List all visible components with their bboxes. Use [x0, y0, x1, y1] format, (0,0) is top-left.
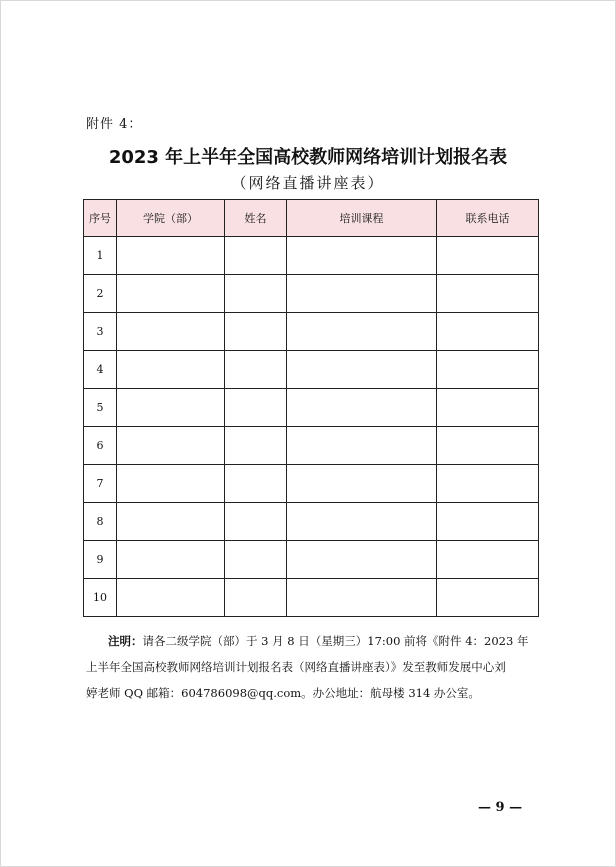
- note-line-2: 上半年全国高校教师网络培训计划报名表（网络直播讲座表）》发至教师发展中心刘: [86, 660, 506, 674]
- phone-cell: [437, 237, 539, 275]
- row-index: 3: [84, 313, 117, 351]
- college-cell: [117, 351, 225, 389]
- name-cell: [225, 237, 287, 275]
- name-cell: [225, 465, 287, 503]
- phone-cell: [437, 389, 539, 427]
- course-cell: [287, 351, 437, 389]
- table-row: [84, 427, 539, 465]
- table-row: [84, 237, 539, 275]
- row-index: 1: [84, 237, 117, 275]
- college-cell: [117, 313, 225, 351]
- course-cell: [287, 465, 437, 503]
- phone-cell: [437, 579, 539, 617]
- name-cell: [225, 351, 287, 389]
- name-cell: [225, 579, 287, 617]
- table-row: [84, 541, 539, 579]
- row-index: 9: [84, 541, 117, 579]
- row-index: 10: [84, 579, 117, 617]
- phone-cell: [437, 275, 539, 313]
- college-cell: [117, 427, 225, 465]
- page-number: — 9 —: [478, 800, 523, 815]
- registration-table: [83, 199, 539, 617]
- document-subtitle: （网络直播讲座表）: [231, 174, 385, 192]
- phone-cell: [437, 351, 539, 389]
- course-cell: [287, 313, 437, 351]
- name-cell: [225, 541, 287, 579]
- row-index: 8: [84, 503, 117, 541]
- name-cell: [225, 313, 287, 351]
- header-college: 学院（部）: [117, 200, 225, 237]
- attachment-label: 附件 4：: [86, 117, 143, 132]
- course-cell: [287, 427, 437, 465]
- college-cell: [117, 275, 225, 313]
- table-row: [84, 389, 539, 427]
- table-row: [84, 465, 539, 503]
- header-course: 培训课程: [287, 200, 437, 237]
- table-row: [84, 579, 539, 617]
- phone-cell: [437, 541, 539, 579]
- course-cell: [287, 275, 437, 313]
- row-index: 4: [84, 351, 117, 389]
- phone-cell: [437, 503, 539, 541]
- phone-cell: [437, 465, 539, 503]
- row-index: 5: [84, 389, 117, 427]
- table-row: [84, 275, 539, 313]
- college-cell: [117, 541, 225, 579]
- course-cell: [287, 503, 437, 541]
- table-header-row: [84, 200, 539, 237]
- header-name: 姓名: [225, 200, 287, 237]
- college-cell: [117, 237, 225, 275]
- table-row: [84, 313, 539, 351]
- row-index: 7: [84, 465, 117, 503]
- note-paragraph: [86, 628, 540, 706]
- name-cell: [225, 427, 287, 465]
- name-cell: [225, 275, 287, 313]
- college-cell: [117, 503, 225, 541]
- phone-cell: [437, 313, 539, 351]
- phone-cell: [437, 427, 539, 465]
- course-cell: [287, 389, 437, 427]
- document-title: 2023 年上半年全国高校教师网络培训计划报名表: [108, 147, 508, 168]
- header-phone: 联系电话: [437, 200, 539, 237]
- college-cell: [117, 389, 225, 427]
- course-cell: [287, 237, 437, 275]
- row-index: 2: [84, 275, 117, 313]
- name-cell: [225, 389, 287, 427]
- table-row: [84, 351, 539, 389]
- table-row: [84, 503, 539, 541]
- course-cell: [287, 541, 437, 579]
- college-cell: [117, 579, 225, 617]
- course-cell: [287, 579, 437, 617]
- row-index: 6: [84, 427, 117, 465]
- header-index: 序号: [84, 200, 117, 237]
- note-line-1: 请各二级学院（部）于 3 月 8 日（星期三）17:00 前将《附件 4：2023 年: [142, 634, 529, 648]
- note-label: 注明：: [108, 634, 143, 648]
- name-cell: [225, 503, 287, 541]
- college-cell: [117, 465, 225, 503]
- note-line-3: 婷老师 QQ 邮箱：604786098@qq.com。办公地址：航母楼 314 办公室。: [86, 686, 480, 700]
